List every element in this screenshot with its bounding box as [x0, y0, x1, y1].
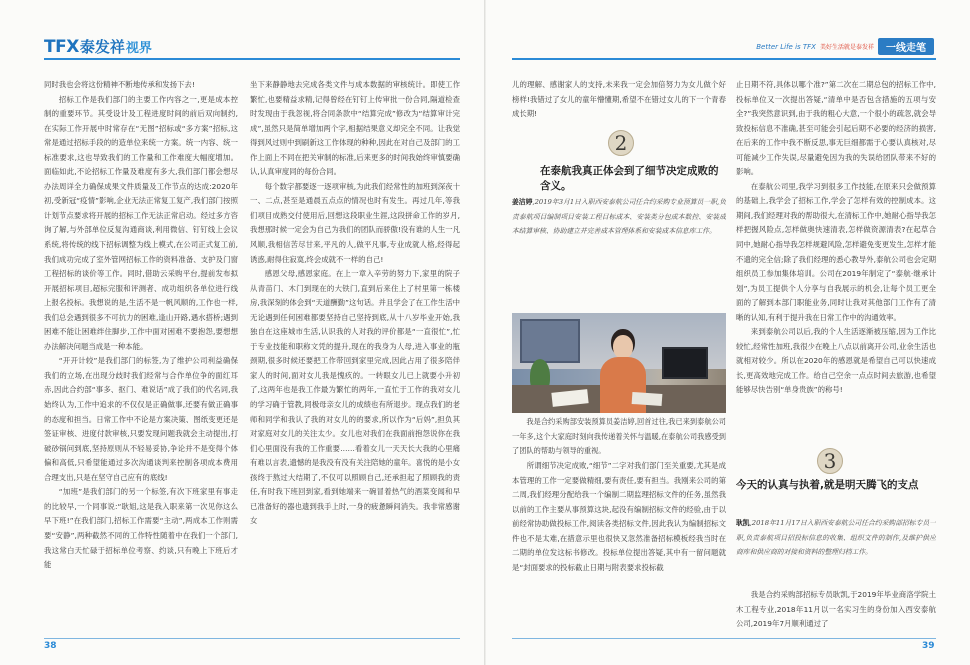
page-gutter [484, 0, 486, 665]
photo-caption-text: 我是合约采购部安装预算员姜洁婷,回首过往,我已来到泰航公司一年多,这个大家庭时刻向我传递着关怀与温暖,在泰航公司我感受到了团队的帮助与领导的重视。 [512, 417, 726, 455]
office-photo [512, 313, 726, 413]
section-3-intro-text: ,2018年11月17日入职西安泰航公司任合约采购部招标专员一职,负责泰航项目招投标信息的收集、组织文件的制作,及维护供应商库和供应商的对接和资料的整理归档工作。 [736, 519, 936, 556]
footer-rule-left [44, 638, 460, 639]
section-2-title: 在泰航我真正体会到了细节决定成败的含义。 [540, 165, 719, 192]
column-tag: 一线走笔 [878, 38, 934, 55]
section-2-body-text: 所谓细节决定成败,“细节”二字对我们部门至关重要,尤其是成本管理的工作一定要做精细,要有责任,要有担当。我刚来公司的第二周,我们经理分配给我一个编制二期监理招标文件的任务,虽然我以前的工作主要从事预算这块,起没有编制招标文件的经验,由于以前经常协助做投标工作,阅读各类招标文件,因此我认为编制招标文件也不是太难,在措意示里也很快又忽然准备招标模板经我当时在二期的单位发这标书修改。投标单位提出答疑,其中有一留问题就是“封面要求的投标截止日期与附表要求投标截 [512, 461, 726, 572]
header-rule-right [512, 58, 936, 60]
section-3-title: 今天的认真与执着,就是明天腾飞的支点 [736, 479, 919, 491]
section-3-intro [736, 516, 936, 586]
paragraph: 同时我也会将这份精神不断地传承和发扬下去! [44, 80, 195, 89]
page-number-right: 39 [922, 641, 935, 651]
left-page-column-1 [44, 78, 238, 628]
left-page-column-2 [250, 78, 460, 628]
footer-rule-right [512, 638, 936, 639]
magazine-logo [44, 36, 152, 56]
paragraph: 止日期不符,具体以哪个准?”第二次在二期总包的招标工作中,投标单位又一次提出答疑,“清单中是否包含措施的五项与安全?”我突然意识到,由于我的粗心大意,一个很小的疏忽,就会导致投标信息不准确,甚至可能会引起后期不必要的经济的损害,在后来的工作中我不断反思,事无巨细都需于心要认真核对,尽可能减少工作失误,尽量避免因为我的失误给团队带来不好的影响。 [736, 80, 936, 177]
section-2-intro [512, 195, 726, 311]
photo-caption [512, 415, 726, 459]
section-2-intro-text: ,2019年3月1日入职西安泰航公司任合约采购专业预算员一职,负责泰航项目编制项目安装工程目标成本、安装类分包成本数控、安装成本结算审核、协助建立并完善成本管理体系和安装成本信息库工作。 [512, 198, 726, 235]
section-3-body [736, 588, 936, 632]
paragraph: “加班”是我们部门的另一个标签,有次下班家里有事走的比较早,一个同事说:“耿姐,这是我入职来第一次见你这么早下班!”在我们部门,招标工作需要“主动”,两成本工作则需要“安静”,两种截然不同的工作特性随着中在我们一个部门,我这常白天忙碌于招标单位考察、约谈,只有晚上下班后才能 [44, 487, 238, 570]
section-number-2: 2 [608, 130, 634, 156]
paragraph: 招标工作是我们部门的主要工作内容之一,更是成本控制的重要环节。其受设计及工程进度时间的前后双向制约,在实际工作开展中时常存在“无图”招标或“多方案”招标,这常是通过招标手段的的造单位来统一方案。统一内容、统一标准要求,这也导致我们的工作量和工作难度大幅度增加。面临如此,不论招标工作量及难度有多大,我们部门都会想尽办法周详全力确保成果文件质量及工作节点的达成:2020年初,受新冠“疫情”影响,企业无法正常复工复产,我们部门按照计划节点要求将开展的招标工作无法正常启动。经过多方咨询了解,与外部单位反复沟通商谈,利用微信、钉钉线上会议系统,将传统的线下招标调整为线上模式,在公司正式复工前,我们成功完成了室外管网招标工作的资料准备、支护及门窗工程招标的谈价等工作。同时,借助云采购平台,提前发布拟开展招标项目,超标完服和评测者、成功组织各单位进行线上报名投标。我想说的是,生活不是一帆风顺的,工作也一样,我们总会遇到很多不可抗力的困难,逢山开路,遇水搭桥;遇到困难不能让困难绊住脚步,工作中面对困难不要抱怨,要想想办法解决问题当成是一种本能。 [44, 94, 238, 351]
page-number-left: 38 [44, 641, 57, 651]
section-3-body-text: 我是合约采购部招标专员耿凯,于2019年毕业商洛学院土木工程专业,2018年11月以一名实习生的身份加入西安泰航公司,2019年7月顺利通过了 [736, 590, 936, 629]
section-2-author: 姜洁婷 [512, 198, 533, 206]
paragraph: 坐下来静静地去完成各类文件与成本数据的审核统计。即使工作繁忙,也要精益求精,记得曾经在钉钉上传审批一份合同,隔道检查时发现由于我忽视,将合同条款中“结算完成”修改为“结算审计完成”,虽然只是简单增加两个字,相据结果意义却完全不同。让我觉得到风过则中到刷新这工作体现的种种,因此在对自己及部门的工作上面上不同在把关审制的标准,后来更多的时间我始终审慎要确认,认真审度同的每份合同。 [250, 80, 460, 177]
logo-tfx: TFX [44, 37, 79, 57]
right-page-column-2-top [736, 78, 936, 466]
section-3-author: 耿凯 [736, 519, 750, 527]
right-page-column-1-top [512, 78, 726, 124]
monitor-icon [662, 347, 708, 379]
paragraph: 来到泰航公司以后,我的个人生活逐渐被压缩,因为工作比较忙,经常性加班,我很少在晚上八点以前离开公司,业余生活也就相对较少。所以在2020年的感恩就是希望自己可以快速成长,更高效地完成工作。给自己空余一点点时间去旅游,也希望能够尽快告别“单身贵族”的称号! [736, 327, 936, 395]
paragraph: 在泰航公司里,我学习到很多工作技能,在原来只会做预算的基础上,我学会了招标工作,学会了怎样有效的控制成本。这期间,我们经理对我的帮助很大,在清标工作中,她耐心指导我怎样把握风险点,怎样做奥快速清表,怎样做资源清表?在起草合同中,她耐心指导我怎样规避风险,怎样避免变更发生,怎样才能不遗的完全信;除了我们经理的悉心教导外,泰航公司也会定期组织员工参加集体培训。公司在2019年制定了“泰航·继承计划”,为员工提供个人分享与自我展示的机会,让每个员工更全面的了解到本部门职能业务,同时让我对其他部门工作有了清晰的认知,有利于提升我在日常工作中的沟通效率。 [736, 181, 936, 322]
header-english-slogan: Better Life is TFX [756, 42, 816, 51]
paragraph: 每个数字都要逐一逐项审核,为此我们经常性的加班到深夜十一、二点,甚至是通晨五点点的情况也时有发生。再过几年,等我们项目成熟交付使用后,回想这段职业生涯,这段拼命工作的岁月,我想那时候一定会为自己为我们的团队而骄傲!没有谁的人生一凡风顺,我相信苦尽甘来,平凡的人,做平凡事,专业成就人格,经得起诱惑,耐得住寂寞,终会成就不一样的自己! [250, 181, 460, 264]
paragraph: 儿的理解、感谢家人的支持,未来我一定会加倍努力为女儿做个好榜样!我错过了女儿的童年懵懂期,希望不在错过女儿的下一个青春成长期! [512, 80, 726, 119]
header-rule-left [44, 58, 460, 60]
section-number-3: 3 [817, 448, 843, 474]
logo-section: 视界 [125, 41, 152, 56]
paragraph: “开开计较”是我们部门的标签,为了维护公司利益确保我们的立场,在出现分歧时我们经常与合作单位争的面红耳赤,因此合约部“事多、抠门、难说话”成了我们的代名词,我始终认为,工作中追求的不仅仅是正确做事,还要有做正确事的态度和担当。日常工作中不论是方案决策、图纸变更还是签证审核、进度付款审核,只要发现问题我就会主动提出,打破砂锅问到底,坚持原则从不轻易妥协,争论并不是变得个体偏和高低,只希望能通过多次沟通谈判来控制各项成本费用合理支出,只是在坚守自己应有的底线! [44, 356, 238, 482]
logo-brand: 泰发祥 [79, 38, 125, 56]
header-slogan: 美好生活就是泰发祥 [819, 44, 874, 51]
right-header [756, 38, 934, 55]
section-2-body [512, 459, 726, 629]
paragraph: 感恩父母,感恩家庭。在上一章入辛劳的努力下,家里的院子从青苗门、木门到现在的大铁门,直到后来住上了村里第一栋楼房,我深刻的体会到“天道酬勤”这句话。并且学会了在工作生活中无论遇到任何困难都要坚持自己坚持到底,从十八岁毕业开始,我独自在这座城市生活,认识我的人对我的评价都是“一直很忙”,忙于专业技能和职称文凭的提升,现在的我身为人母,进入事业的瓶颈期,很多时候还要把工作带回到家里完成,因此占用了很多陪伴家人的时间,面对女儿我是愧疚的。一转眼女儿已上就要小升初了,这两年也是我工作最为繁忙的两年,一直忙于工作的我对女儿的学习确于管教,同极母亲女儿的成绩也有所退步。现点我们的老师和同学和我认了我的对女儿的的要求,所以作为“后妈”,担负其对家庭对女儿的关注太少。女儿也对我们在我面前抱怨说你在我们心里面没有我的工作重要……看着女儿一天天长大我的心里痛有难以言表,遗憾的是我没有没有关注陪她的童年。喜悦的是小女孩终于熬过大结期了,不仅可以照顾自己,还承担起了照顾我的责任,有时我下班回到家,看到她端来一碗冒着热气的酒菜变闻和早已准备好的器也遗到我手上时,一身的疲惫瞬间消失。我非常感谢女 [250, 269, 460, 526]
